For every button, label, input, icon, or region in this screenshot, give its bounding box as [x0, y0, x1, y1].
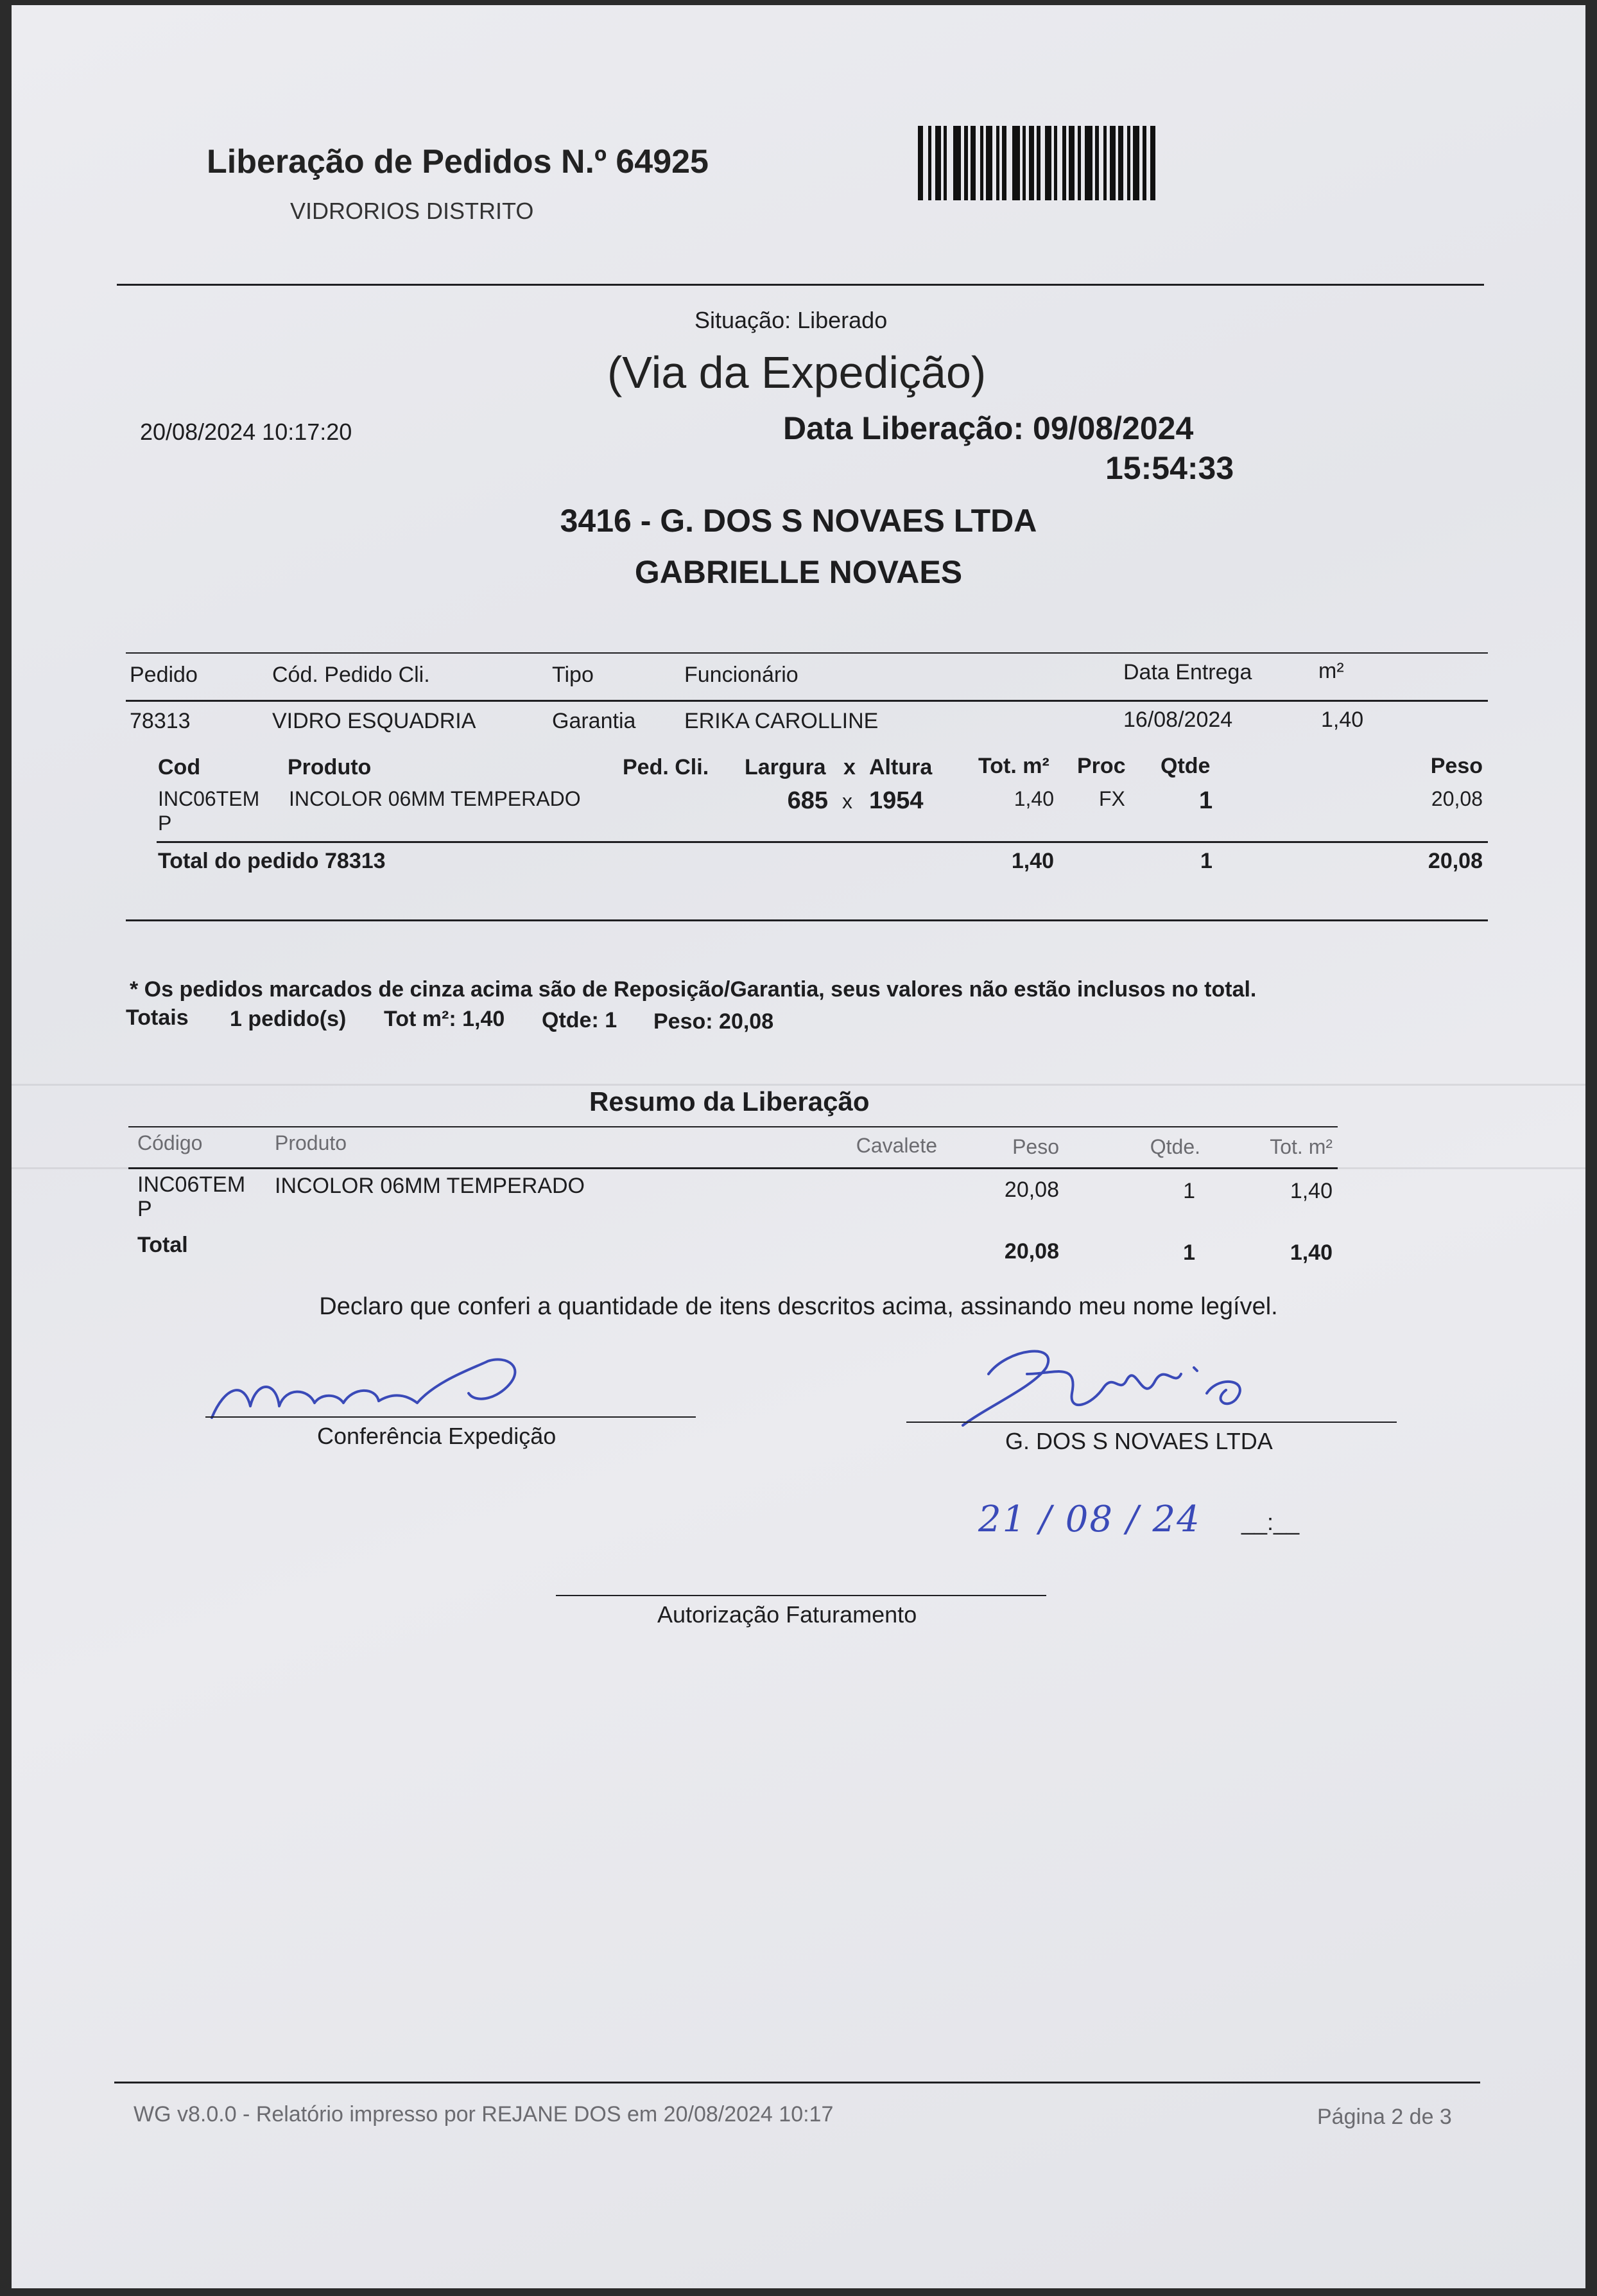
totals-label: Totais — [126, 1005, 189, 1030]
order-funcionario: ERIKA CAROLLINE — [684, 709, 879, 733]
items-total-qtde: 1 — [1200, 849, 1213, 873]
orders-header-m2: m² — [1318, 659, 1344, 683]
item-peso: 20,08 — [1431, 787, 1483, 810]
declaration-text: Declaro que conferi a quantidade de itens descritos acima, assinando meu nome legível. — [319, 1293, 1278, 1320]
time-blank: __:__ — [1241, 1509, 1300, 1535]
order-tipo: Garantia — [552, 709, 636, 733]
signature-label-left: Conferência Expedição — [317, 1423, 557, 1449]
client-name: 3416 - G. DOS S NOVAES LTDA — [560, 503, 1037, 539]
summary-title: Resumo da Liberação — [589, 1086, 870, 1117]
order-cod-pedido-cli: VIDRO ESQUADRIA — [272, 709, 476, 733]
item-cod-line2: P — [158, 812, 172, 835]
orders-table-bottom-border — [126, 919, 1488, 921]
item-altura: 1954 — [869, 787, 924, 814]
items-header-tot-m2: Tot. m² — [978, 754, 1049, 778]
order-pedido: 78313 — [130, 709, 191, 733]
signature-line-left — [205, 1416, 696, 1418]
items-header-produto: Produto — [288, 755, 372, 779]
summary-header-produto: Produto — [275, 1131, 347, 1154]
item-proc: FX — [1099, 787, 1125, 810]
order-data-entrega: 16/08/2024 — [1123, 708, 1233, 732]
summary-header-qtde: Qtde. — [1150, 1135, 1200, 1158]
totals-qtde: Qtde: 1 — [542, 1008, 617, 1032]
summary-codigo-line2: P — [137, 1197, 152, 1221]
signature-label-billing: Autorização Faturamento — [657, 1601, 917, 1628]
signature-line-right — [906, 1422, 1397, 1423]
summary-total-qtde: 1 — [1183, 1240, 1195, 1265]
summary-produto: INCOLOR 06MM TEMPERADO — [275, 1174, 585, 1198]
signature-line-billing — [556, 1595, 1046, 1596]
client-contact: GABRIELLE NOVAES — [634, 554, 963, 590]
print-datetime: 20/08/2024 10:17:20 — [140, 419, 352, 445]
summary-codigo-line1: INC06TEM — [137, 1172, 246, 1197]
item-largura: 685 — [787, 787, 828, 814]
summary-header-tot-m2: Tot. m² — [1270, 1135, 1333, 1158]
handwritten-date: 21 / 08 / 24 — [978, 1499, 1201, 1540]
summary-header-peso: Peso — [1012, 1135, 1059, 1158]
via-label: (Via da Expedição) — [607, 347, 987, 397]
item-x: x — [842, 790, 852, 813]
paper-crease — [12, 1084, 1585, 1086]
items-total-label: Total do pedido 78313 — [158, 849, 386, 873]
orders-header-data-entrega: Data Entrega — [1123, 660, 1252, 684]
items-total-border — [157, 841, 1488, 843]
signature-cliente — [950, 1335, 1322, 1438]
signature-conferencia — [205, 1342, 591, 1432]
items-header-largura: Largura — [745, 755, 826, 779]
orders-header-border — [126, 700, 1488, 702]
barcode — [918, 126, 1163, 200]
signature-label-right: G. DOS S NOVAES LTDA — [1005, 1428, 1273, 1454]
status-label: Situação: Liberado — [695, 307, 888, 333]
summary-peso: 20,08 — [1004, 1178, 1059, 1202]
item-cod-line1: INC06TEM — [158, 787, 260, 810]
company-name: VIDRORIOS DISTRITO — [290, 198, 534, 224]
footer-page-number: Página 2 de 3 — [1317, 2105, 1452, 2129]
summary-header-codigo: Código — [137, 1131, 203, 1154]
footer-report-info: WG v8.0.0 - Relatório impresso por REJANE DOS em 20/08/2024 10:17 — [134, 2102, 834, 2126]
orders-header-pedido: Pedido — [130, 663, 198, 687]
item-produto: INCOLOR 06MM TEMPERADO — [289, 787, 581, 810]
items-header-peso: Peso — [1430, 754, 1483, 778]
item-qtde: 1 — [1199, 787, 1213, 814]
orders-header-tipo: Tipo — [552, 663, 594, 687]
totals-peso: Peso: 20,08 — [653, 1009, 774, 1034]
summary-total-label: Total — [137, 1233, 188, 1257]
summary-tot-m2: 1,40 — [1290, 1179, 1333, 1203]
footer-divider — [114, 2082, 1480, 2083]
header-divider — [117, 284, 1484, 286]
items-header-qtde: Qtde — [1161, 754, 1211, 778]
items-total-peso: 20,08 — [1428, 849, 1483, 873]
totals-tot-m2: Tot m²: 1,40 — [384, 1007, 505, 1031]
summary-header-cavalete: Cavalete — [856, 1134, 937, 1157]
item-tot-m2: 1,40 — [1014, 787, 1054, 810]
orders-header-funcionario: Funcionário — [684, 663, 798, 687]
items-header-ped-cli: Ped. Cli. — [623, 755, 709, 779]
orders-table-top-border — [126, 652, 1488, 654]
replacement-note: * Os pedidos marcados de cinza acima são de Reposição/Garantia, seus valores não estão inclusos no total. — [130, 977, 1257, 1002]
summary-qtde: 1 — [1183, 1179, 1195, 1203]
summary-total-tot-m2: 1,40 — [1290, 1240, 1333, 1265]
document-title: Liberação de Pedidos N.º 64925 — [207, 143, 709, 180]
items-header-altura: Altura — [869, 755, 933, 779]
summary-total-peso: 20,08 — [1004, 1239, 1059, 1264]
items-header-x: x — [843, 755, 856, 779]
orders-header-cod-pedido-cli: Cód. Pedido Cli. — [272, 663, 430, 687]
order-m2: 1,40 — [1321, 708, 1364, 732]
items-header-cod: Cod — [158, 755, 201, 779]
summary-top-border — [128, 1126, 1338, 1127]
summary-header-border — [128, 1167, 1338, 1169]
release-time: 15:54:33 — [1105, 450, 1234, 486]
items-total-tot-m2: 1,40 — [1011, 849, 1054, 873]
items-header-proc: Proc — [1077, 754, 1126, 778]
totals-pedidos: 1 pedido(s) — [230, 1007, 347, 1031]
release-date: Data Liberação: 09/08/2024 — [783, 410, 1194, 446]
